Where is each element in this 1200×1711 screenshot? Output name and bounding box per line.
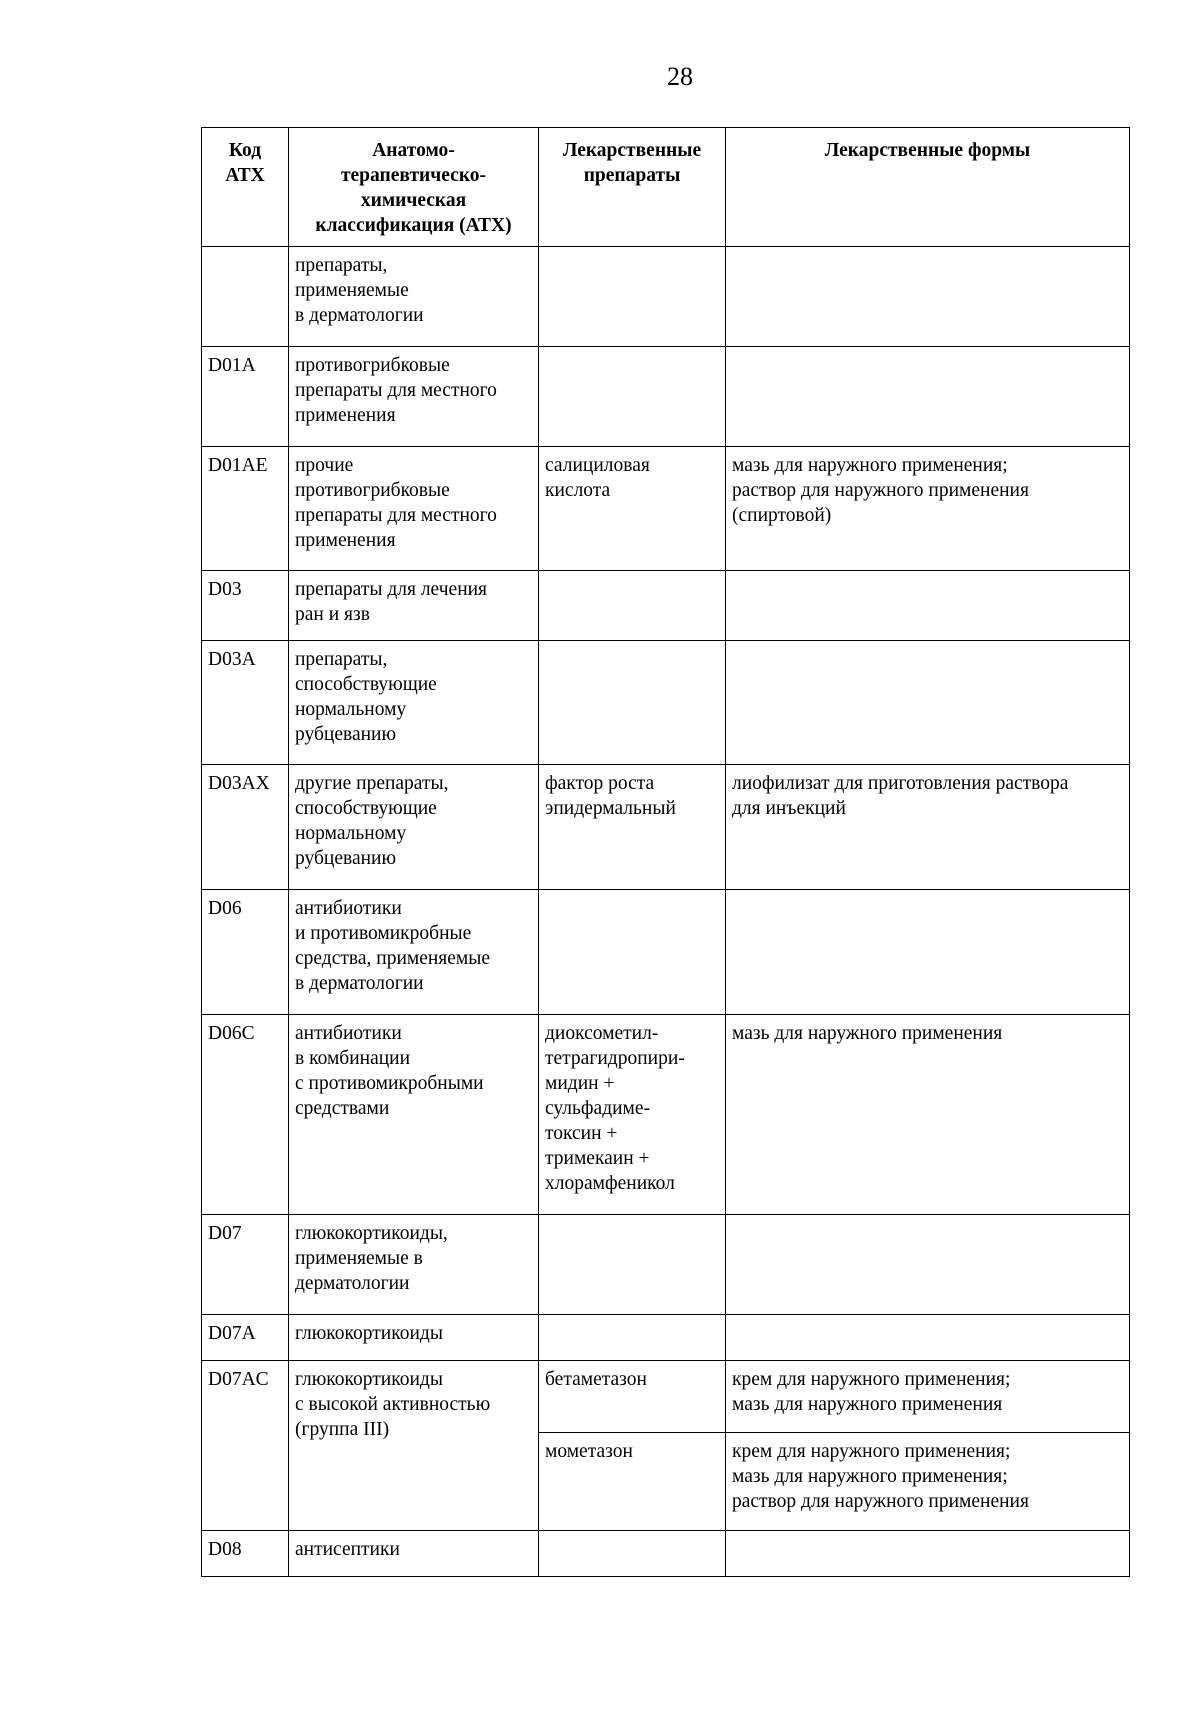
classification-cell: препараты, применяемые в дерматологии <box>289 247 539 347</box>
atc-drug-table <box>201 127 1130 1577</box>
drug-cell <box>539 247 726 347</box>
drug-cell: фактор роста эпидермальный <box>539 765 726 890</box>
table-row <box>202 1015 1130 1215</box>
table-row <box>202 765 1130 890</box>
classification-cell: препараты для лечения ран и язв <box>289 571 539 641</box>
drug-cell <box>539 890 726 1015</box>
table-header-row <box>202 128 1130 247</box>
classification-cell: глюкокортикоиды с высокой активностью (группа III) <box>289 1361 539 1531</box>
classification-cell: антибиотики в комбинации с противомикробными средствами <box>289 1015 539 1215</box>
atc-code-cell: D01A <box>202 347 289 447</box>
atc-code-cell: D03A <box>202 641 289 765</box>
dosage-forms-cell <box>726 641 1130 765</box>
dosage-forms-cell: крем для наружного применения; мазь для наружного применения; раствор для наружного применения <box>726 1433 1130 1531</box>
drug-cell <box>539 571 726 641</box>
table-row <box>202 890 1130 1015</box>
table-row <box>202 1315 1130 1361</box>
atc-code-cell: D07 <box>202 1215 289 1315</box>
atc-code-cell: D06C <box>202 1015 289 1215</box>
dosage-forms-cell <box>726 1531 1130 1577</box>
classification-cell: глюкокортикоиды, применяемые в дерматологии <box>289 1215 539 1315</box>
atc-code-cell: D08 <box>202 1531 289 1577</box>
table-row <box>202 1215 1130 1315</box>
table-row <box>202 1361 1130 1433</box>
atc-code-cell <box>202 247 289 347</box>
dosage-forms-cell: крем для наружного применения; мазь для наружного применения <box>726 1361 1130 1433</box>
classification-cell: противогрибковые препараты для местного применения <box>289 347 539 447</box>
drug-cell <box>539 1315 726 1361</box>
classification-cell: глюкокортикоиды <box>289 1315 539 1361</box>
dosage-forms-cell <box>726 571 1130 641</box>
header-dosage-forms: Лекарственные формы <box>726 128 1130 247</box>
drug-cell <box>539 641 726 765</box>
drug-cell: мометазон <box>539 1433 726 1531</box>
drug-cell: бетаметазон <box>539 1361 726 1433</box>
table-row <box>202 247 1130 347</box>
atc-code-cell: D03 <box>202 571 289 641</box>
drug-cell: диоксометил- тетрагидропири- мидин + сульфадиме- токсин + тримекаин + хлорамфеникол <box>539 1015 726 1215</box>
drug-cell <box>539 1531 726 1577</box>
drug-cell <box>539 1215 726 1315</box>
drug-cell: салициловая кислота <box>539 447 726 571</box>
dosage-forms-cell <box>726 1215 1130 1315</box>
atc-code-cell: D03AX <box>202 765 289 890</box>
table-row <box>202 347 1130 447</box>
dosage-forms-cell: мазь для наружного применения <box>726 1015 1130 1215</box>
table-row <box>202 447 1130 571</box>
classification-cell: антисептики <box>289 1531 539 1577</box>
header-atc-classification: Анатомо- терапевтическо- химическая классификация (АТХ) <box>289 128 539 247</box>
classification-cell: прочие противогрибковые препараты для местного применения <box>289 447 539 571</box>
header-atc-code: Код АТХ <box>202 128 289 247</box>
header-drugs: Лекарственные препараты <box>539 128 726 247</box>
atc-code-cell: D07AC <box>202 1361 289 1531</box>
page-number: 28 <box>667 62 693 91</box>
table-row <box>202 571 1130 641</box>
drug-cell <box>539 347 726 447</box>
dosage-forms-cell <box>726 247 1130 347</box>
table-row <box>202 1531 1130 1577</box>
dosage-forms-cell <box>726 347 1130 447</box>
atc-code-cell: D01AE <box>202 447 289 571</box>
atc-code-cell: D07A <box>202 1315 289 1361</box>
dosage-forms-cell: мазь для наружного применения; раствор для наружного применения (спиртовой) <box>726 447 1130 571</box>
table-row <box>202 641 1130 765</box>
classification-cell: препараты, способствующие нормальному рубцеванию <box>289 641 539 765</box>
dosage-forms-cell <box>726 890 1130 1015</box>
classification-cell: другие препараты, способствующие нормальному рубцеванию <box>289 765 539 890</box>
dosage-forms-cell <box>726 1315 1130 1361</box>
classification-cell: антибиотики и противомикробные средства, применяемые в дерматологии <box>289 890 539 1015</box>
atc-code-cell: D06 <box>202 890 289 1015</box>
dosage-forms-cell: лиофилизат для приготовления раствора для инъекций <box>726 765 1130 890</box>
